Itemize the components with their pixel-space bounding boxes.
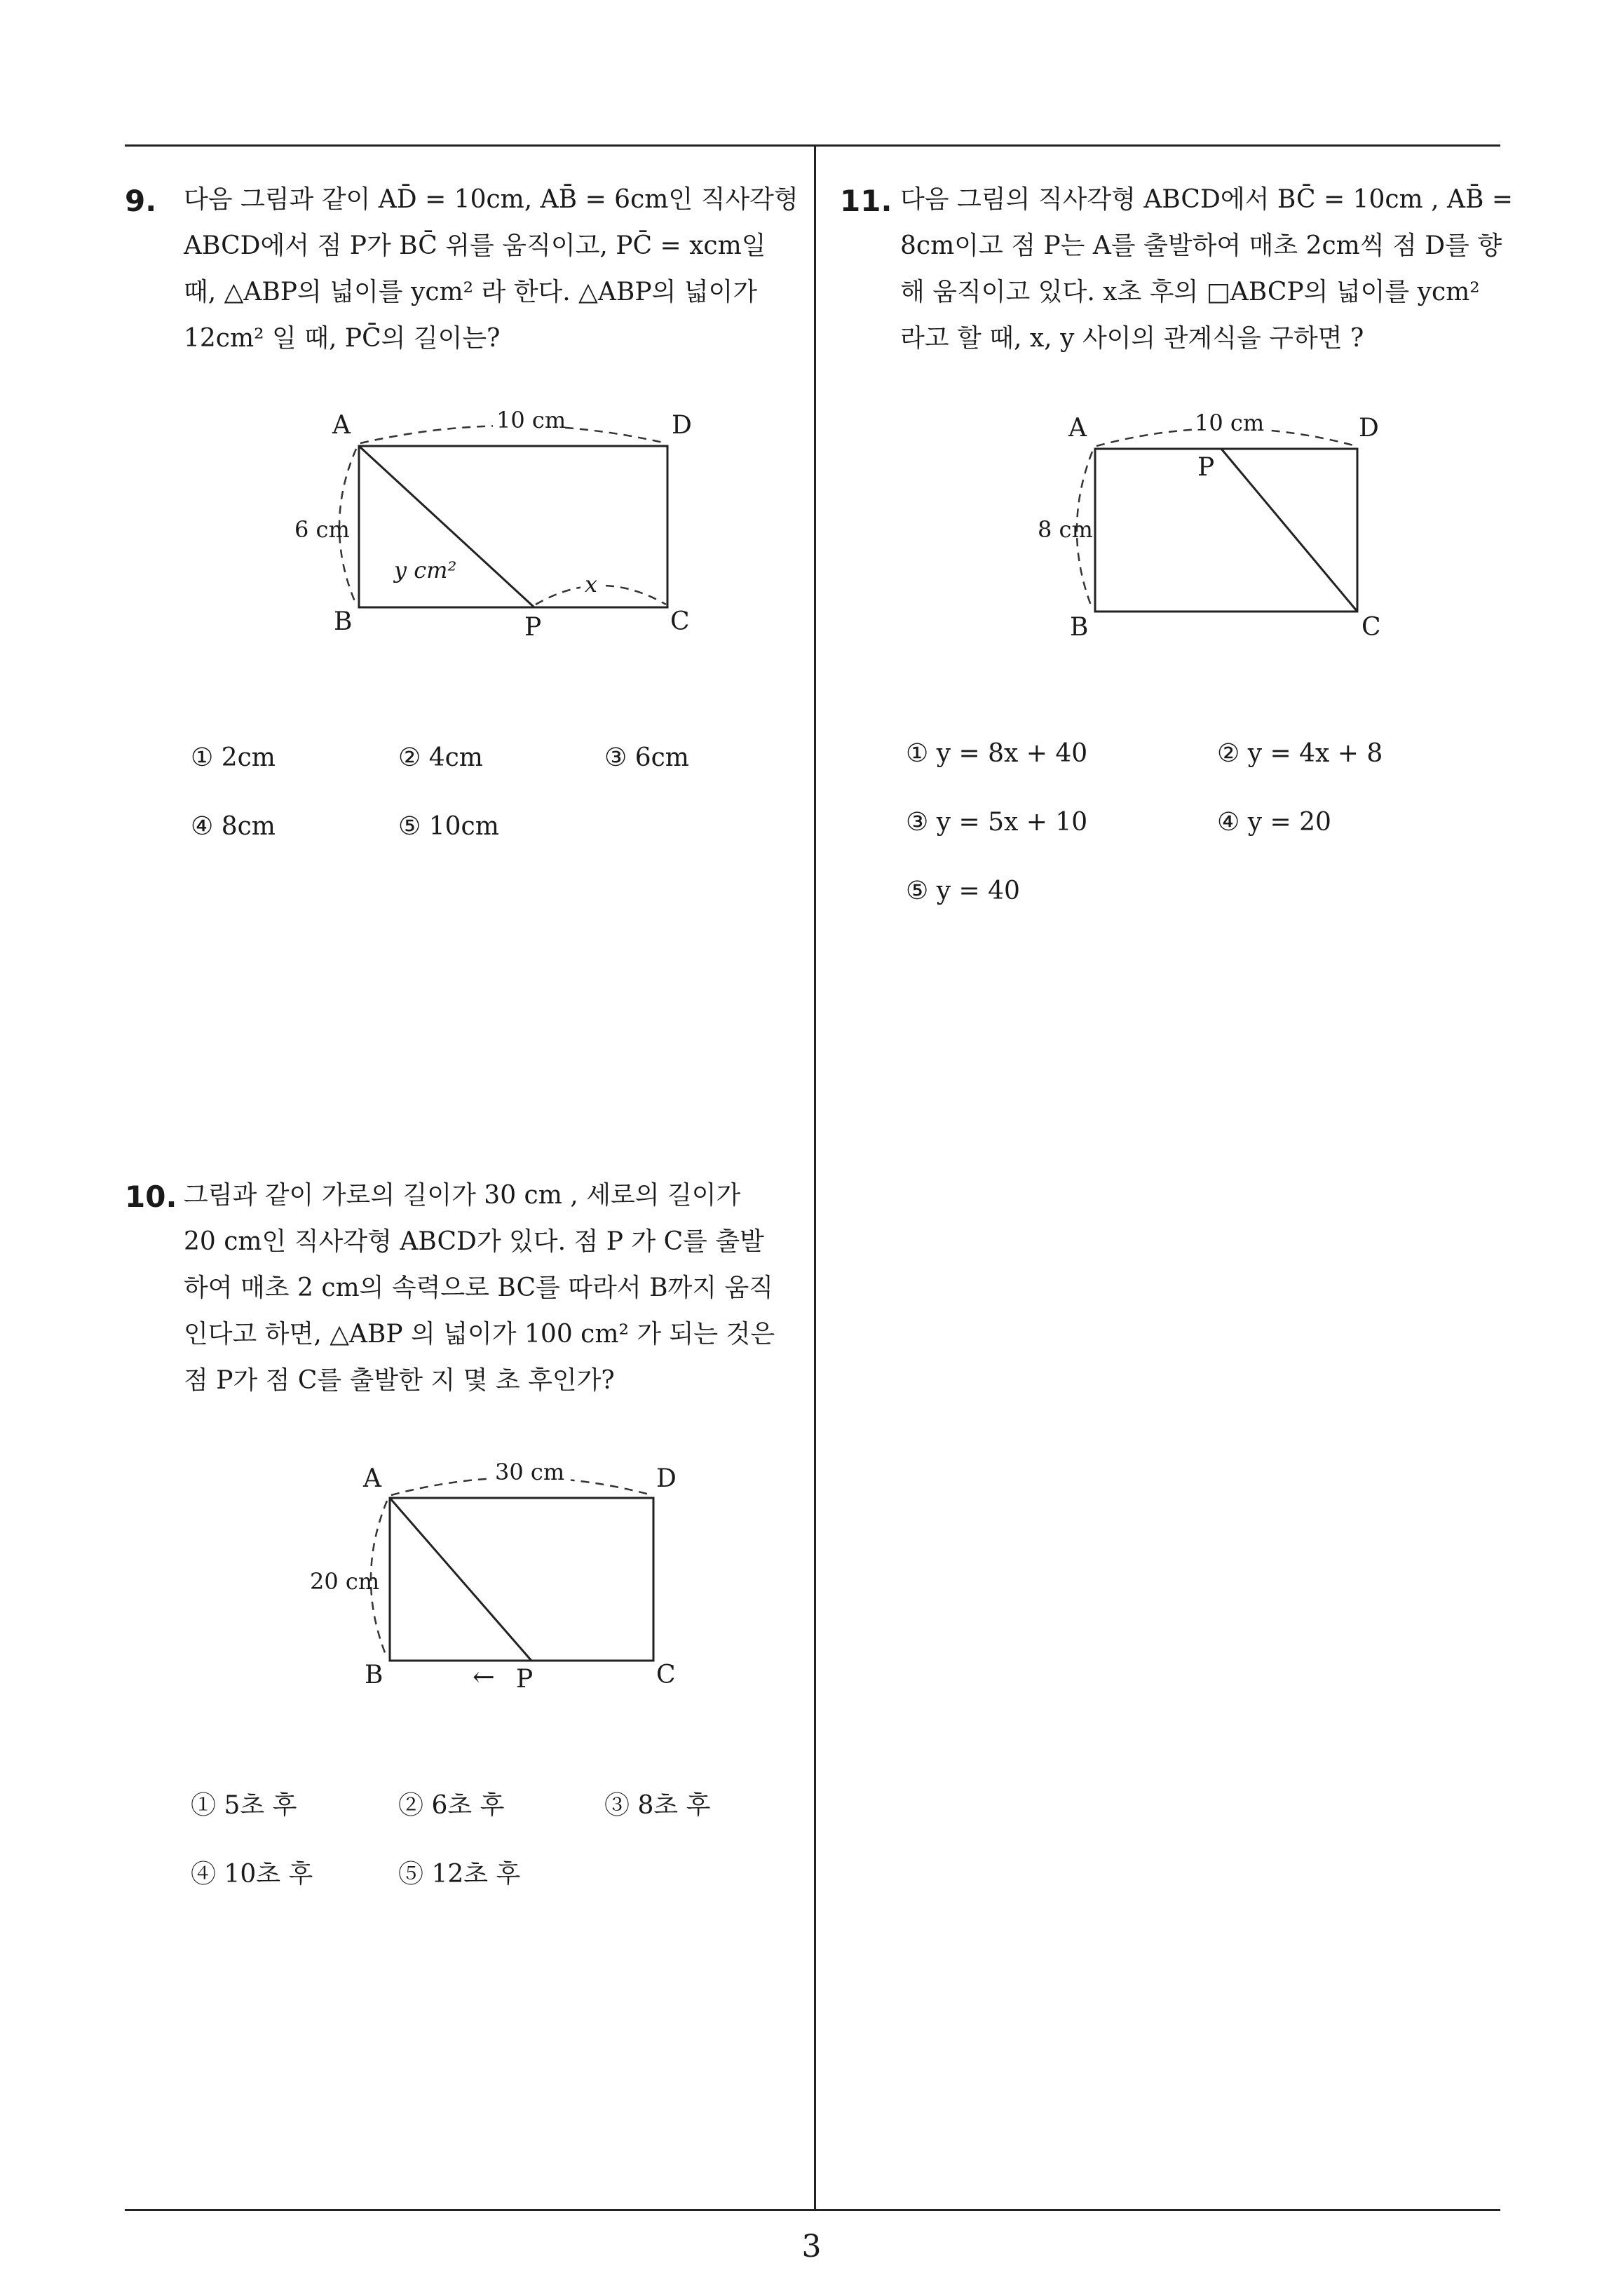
q9-choice-4[interactable]: ④ 8cm bbox=[191, 812, 276, 841]
q10-top-length: 30 cm bbox=[495, 1459, 565, 1485]
q9-choice-5[interactable]: ⑤ 10cm bbox=[398, 812, 499, 841]
q10-choice-3[interactable]: ③ 8초 후 bbox=[604, 1791, 711, 1820]
question-10-number: 10. bbox=[125, 1180, 177, 1214]
question-9-text bbox=[184, 177, 799, 362]
q10-label-c: C bbox=[656, 1661, 676, 1689]
q11-top-length: 10 cm bbox=[1195, 410, 1265, 436]
q9-choice-2[interactable]: ② 4cm bbox=[398, 743, 483, 772]
question-9-line-2: ABCD에서 점 P가 BC̄ 위를 움직이고, PC̄ = xcm일 bbox=[184, 231, 766, 260]
q9-area-label: y cm² bbox=[394, 557, 457, 583]
q9-pc-label: x bbox=[585, 571, 598, 597]
q11-rectangle-abcd bbox=[1095, 449, 1357, 612]
column-divider bbox=[814, 144, 816, 2210]
q11-choice-3[interactable]: ③ y = 5x + 10 bbox=[906, 808, 1088, 837]
question-10-line-5: 점 P가 점 C를 출발한 지 몇 초 후인가? bbox=[184, 1366, 615, 1395]
q10-label-d: D bbox=[656, 1464, 677, 1493]
question-10-line-4: 인다고 하면, △ABP 의 넓이가 100 cm² 가 되는 것은 bbox=[184, 1320, 775, 1349]
q9-side-length: 6 cm bbox=[294, 516, 350, 543]
q9-label-b: B bbox=[334, 607, 353, 636]
question-11-line-4: 라고 할 때, x, y 사이의 관계식을 구하면 ? bbox=[900, 324, 1364, 353]
q10-choice-2[interactable]: ② 6초 후 bbox=[398, 1791, 505, 1820]
q11-label-a: A bbox=[1068, 414, 1087, 443]
q10-rectangle-abcd bbox=[390, 1498, 653, 1661]
q11-choice-4[interactable]: ④ y = 20 bbox=[1217, 808, 1331, 837]
question-9-number: 9. bbox=[125, 184, 157, 218]
q10-choice-5[interactable]: ⑤ 12초 후 bbox=[398, 1860, 521, 1889]
q11-label-d: D bbox=[1359, 414, 1379, 443]
question-11-figure bbox=[1024, 379, 1416, 652]
q11-choice-2[interactable]: ② y = 4x + 8 bbox=[1217, 739, 1383, 768]
q10-label-p: P bbox=[516, 1665, 534, 1694]
q11-label-p: P bbox=[1197, 453, 1215, 482]
q11-choice-1[interactable]: ① y = 8x + 40 bbox=[906, 739, 1088, 768]
question-10-text bbox=[184, 1173, 775, 1404]
q10-choice-1[interactable]: ① 5초 후 bbox=[191, 1791, 297, 1820]
q11-choice-5[interactable]: ⑤ y = 40 bbox=[906, 877, 1020, 905]
q11-side-length: 8 cm bbox=[1038, 516, 1093, 543]
question-9-figure bbox=[273, 379, 708, 652]
question-11-line-1: 다음 그림의 직사각형 ABCD에서 BC̄ = 10cm , AB̄ = bbox=[900, 185, 1514, 214]
q11-label-b: B bbox=[1070, 613, 1089, 642]
q9-top-length: 10 cm bbox=[496, 407, 566, 433]
question-10-line-2: 20 cm인 직사각형 ABCD가 있다. 점 P 가 C를 출발 bbox=[184, 1227, 764, 1256]
q10-label-a: A bbox=[363, 1464, 381, 1493]
top-rule bbox=[125, 144, 1500, 147]
question-11-line-2: 8cm이고 점 P는 A를 출발하여 매초 2cm씩 점 D를 향 bbox=[900, 231, 1502, 260]
q9-label-d: D bbox=[672, 411, 692, 440]
q11-label-c: C bbox=[1361, 613, 1381, 642]
question-11-line-3: 해 움직이고 있다. x초 후의 □ABCP의 넓이를 ycm² bbox=[900, 278, 1480, 306]
question-11-text bbox=[900, 177, 1513, 362]
q11-segment-pc bbox=[1221, 449, 1357, 612]
question-11-number: 11. bbox=[840, 184, 892, 218]
q9-choice-3[interactable]: ③ 6cm bbox=[604, 743, 689, 772]
question-10-line-1: 그림과 같이 가로의 길이가 30 cm , 세로의 길이가 bbox=[184, 1181, 741, 1210]
q9-label-c: C bbox=[670, 607, 690, 636]
question-9-line-1: 다음 그림과 같이 AD̄ = 10cm, AB̄ = 6cm인 직사각형 bbox=[184, 185, 799, 214]
q9-choice-1[interactable]: ① 2cm bbox=[191, 743, 276, 772]
question-10-figure bbox=[294, 1431, 715, 1704]
q9-label-a: A bbox=[332, 411, 351, 440]
question-9-line-3: 때, △ABP의 넓이를 ycm² 라 한다. △ABP의 넓이가 bbox=[184, 278, 758, 306]
q10-side-length: 20 cm bbox=[310, 1568, 380, 1595]
q10-segment-ap bbox=[390, 1498, 531, 1661]
question-10-line-3: 하여 매초 2 cm의 속력으로 BC를 따라서 B까지 움직 bbox=[184, 1274, 774, 1302]
q10-choice-4[interactable]: ④ 10초 후 bbox=[191, 1860, 313, 1889]
page-number: 3 bbox=[801, 2229, 822, 2264]
q10-direction-arrow: ← bbox=[473, 1661, 495, 1692]
q10-label-b: B bbox=[365, 1661, 383, 1689]
q9-arc-pc bbox=[536, 586, 666, 605]
q9-label-p: P bbox=[524, 613, 542, 642]
bottom-rule bbox=[125, 2209, 1500, 2211]
question-9-line-4: 12cm² 일 때, PC̄의 길이는? bbox=[184, 324, 501, 353]
